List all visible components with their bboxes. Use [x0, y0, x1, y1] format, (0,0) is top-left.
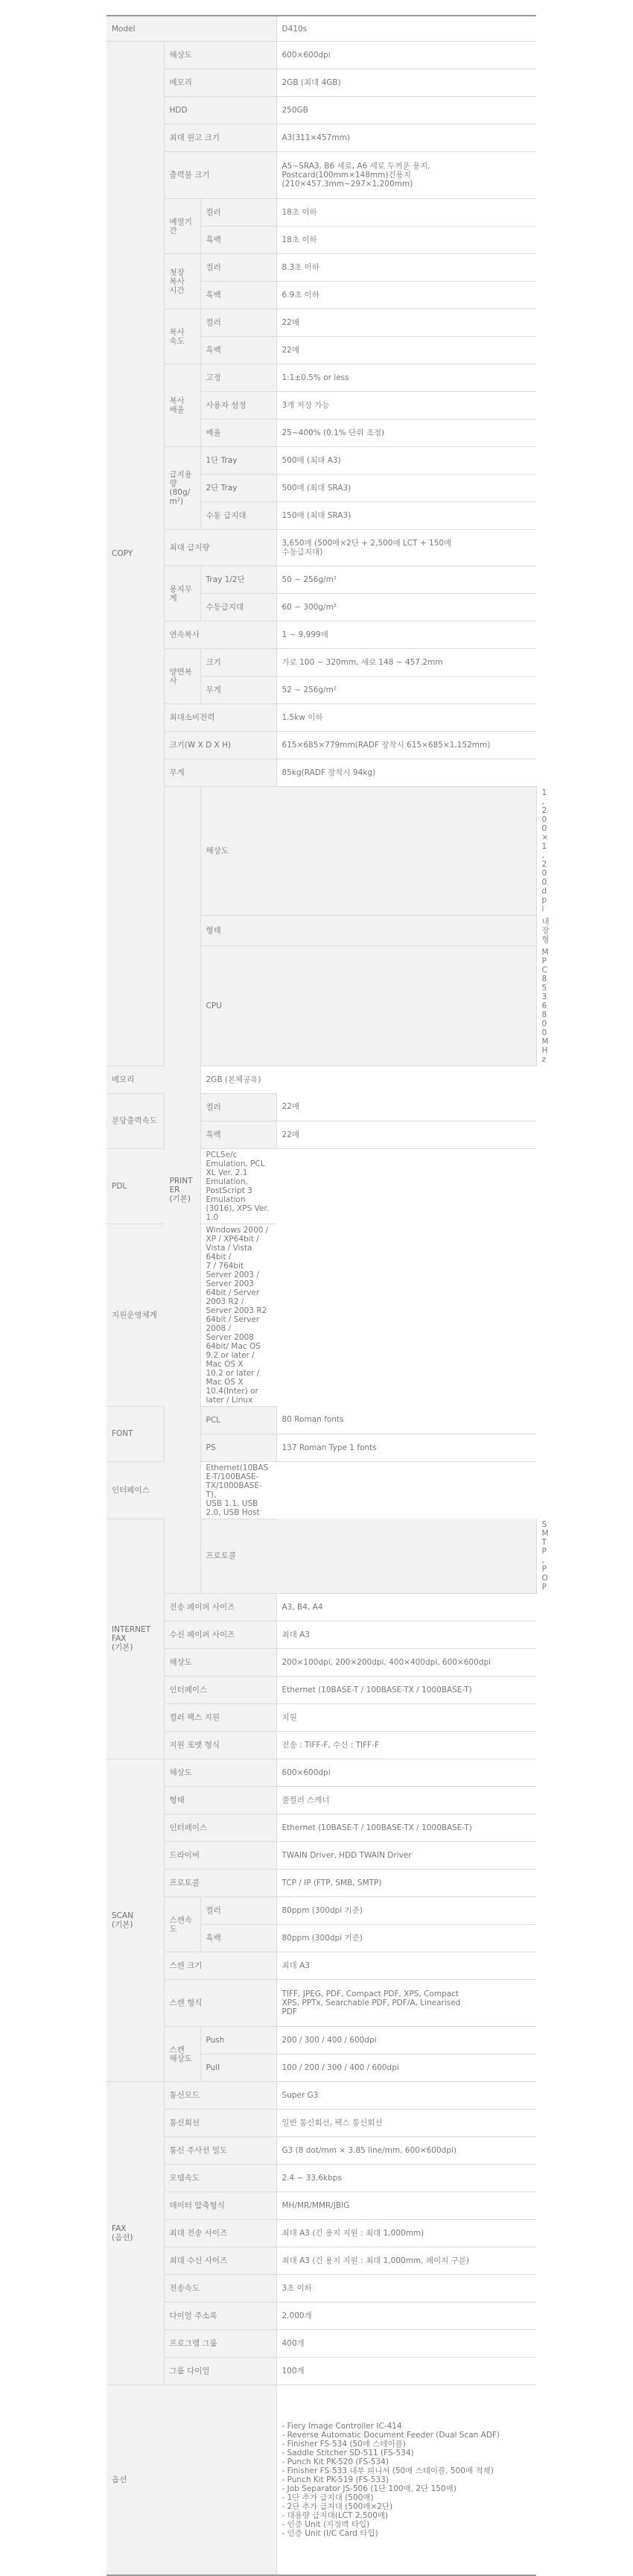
option-item: - 1단 추가 급지대 (500매): [281, 2493, 374, 2502]
spec-label: 메모리: [106, 1066, 200, 1093]
table-row: [106, 1649, 536, 1677]
spec-label: 연속복사: [164, 621, 276, 649]
option-item: - Punch Kit PK-520 (FS-534): [281, 2458, 389, 2466]
table-row: CPU MPC8536 800MHz: [106, 946, 536, 1066]
table-row: [106, 364, 536, 392]
spec-value: 500매 (최대 A3): [276, 447, 536, 475]
spec-value: 2GB (본체공유): [200, 1066, 276, 1093]
spec-label: 해상도: [200, 787, 536, 916]
spec-label: 프로토콜: [164, 1870, 276, 1897]
table-row: [106, 152, 536, 199]
table-row: [106, 1787, 536, 1814]
table-row: [106, 97, 536, 124]
spec-value: 18초 이하: [276, 227, 536, 254]
table-row: 형태 내장형: [106, 915, 536, 946]
spec-value: 200 / 300 / 400 / 600dpi: [276, 2027, 536, 2054]
spec-sublabel: 흑백: [200, 1925, 276, 1952]
spec-sublabel: Pull: [200, 2054, 276, 2082]
table-row: [106, 2220, 536, 2247]
spec-label: 인터페이스: [106, 1461, 200, 1519]
spec-label: 출력물 크기: [164, 152, 276, 199]
spec-label: 최대 급지량: [164, 530, 276, 566]
table-row: INTERNET FAX (기본) 프로토콜 SMTP, POP: [106, 1519, 536, 1594]
table-row: [106, 1759, 536, 1787]
spec-label: 무게: [164, 759, 276, 787]
option-item: - Punch Kit PK-519 (FS-533): [281, 2475, 389, 2484]
table-row: [106, 704, 536, 732]
spec-sublabel: 수동급지대: [200, 594, 276, 621]
table-row: [106, 2082, 536, 2110]
option-item: - Saddle Stitcher SD-511 (FS-534): [281, 2449, 414, 2458]
table-row: [106, 649, 536, 677]
spec-value: 22매: [276, 1093, 536, 1121]
spec-sublabel: PCL: [200, 1406, 276, 1434]
spec-label: 급지용량 (80g/m²): [164, 447, 200, 530]
spec-value: 25~400% (0.1% 단위 조정): [276, 420, 536, 447]
spec-label: 스캔 해상도: [164, 2027, 200, 2082]
spec-value: 80 Roman fonts: [276, 1406, 536, 1434]
table-row: [106, 1704, 536, 1732]
spec-label: FONT: [106, 1406, 164, 1461]
spec-value: 100 / 200 / 300 / 400 / 600dpi: [276, 2054, 536, 2082]
spec-value: 400개: [276, 2330, 536, 2358]
spec-sublabel: PS: [200, 1434, 276, 1461]
spec-label: 통신회선: [164, 2110, 276, 2137]
spec-value: A5~SRA3, B6 세로, A6 세로 두꺼운 용지, Postcard(100mm×148mm)긴용지 (210×457.3mm~297×1,200mm): [276, 152, 536, 199]
spec-value: 최대 A3 (긴 용지 지원 : 최대 1,000mm): [276, 2220, 536, 2247]
spec-label: 지원운영체계: [106, 1224, 200, 1406]
spec-value: 22매: [276, 309, 536, 337]
spec-value: 200×100dpi, 200×200dpi, 400×400dpi, 600×600dpi: [276, 1649, 536, 1677]
table-row: [106, 2110, 536, 2137]
spec-sublabel: 1단 Tray: [200, 447, 276, 475]
spec-value: 일반 통신회선, 팩스 통신회선: [276, 2110, 536, 2137]
table-row: [106, 42, 536, 69]
spec-label: 모뎀속도: [164, 2165, 276, 2192]
table-row: [106, 1980, 536, 2027]
category-copy: COPY: [106, 42, 164, 1066]
option-item: - 2단 추가 급지대 (500매×2단): [281, 2502, 393, 2511]
spec-sublabel: 사용자 설정: [200, 392, 276, 420]
spec-value: 가로 100 ~ 320mm, 세로 148 ~ 457.2mm: [276, 649, 536, 677]
spec-label: 최대 원고 크기: [164, 124, 276, 152]
spec-label: 프로토콜: [200, 1519, 536, 1594]
table-row: [106, 1066, 536, 1093]
spec-label: HDD: [164, 97, 276, 124]
option-item: - 대용량 급지대(LCT 2,500매): [281, 2511, 389, 2520]
spec-sublabel: 크기: [200, 649, 276, 677]
spec-label: 그룹 다이얼: [164, 2358, 276, 2385]
category-internet-fax: INTERNET FAX (기본): [106, 1519, 164, 1759]
spec-label: 복사 속도: [164, 309, 200, 364]
spec-label: 용지무게: [164, 566, 200, 621]
spec-value: G3 (8 dot/mm × 3.85 line/mm, 600×600dpi): [276, 2137, 536, 2165]
spec-value: 60 ~ 300g/m²: [276, 594, 536, 621]
spec-value: 80ppm (300dpi 기준): [276, 1925, 536, 1952]
table-row: [106, 732, 536, 759]
spec-label: 크기(W X D X H): [164, 732, 276, 759]
spec-label: 스캔 크기: [164, 1952, 276, 1980]
spec-label: CPU: [200, 946, 536, 1066]
spec-sublabel: 컬러: [200, 1093, 276, 1121]
spec-label: 데이터 압축형식: [164, 2192, 276, 2220]
spec-table: [106, 15, 550, 2576]
spec-label: 통신 주사선 밀도: [164, 2137, 276, 2165]
option-item: - Finisher FS-533 내부 피니셔 (50매 스테이플, 500매 적재): [281, 2466, 494, 2475]
spec-label: 컬러 팩스 지원: [164, 1704, 276, 1732]
spec-value: 615×685×779mm(RADF 장착시 615×685×1,152mm): [276, 732, 536, 759]
spec-value: 250GB: [276, 97, 536, 124]
spec-value: TWAIN Driver, HDD TWAIN Driver: [276, 1842, 536, 1870]
option-item: - Job Separator JS-506 (1단 100매, 2단 150매): [281, 2484, 457, 2493]
spec-label: 최대소비전력: [164, 704, 276, 732]
table-row: [106, 2385, 536, 2576]
spec-value: 137 Roman Type 1 fonts: [276, 1434, 536, 1461]
table-row: [106, 566, 536, 594]
options-value: [276, 2385, 536, 2576]
table-row: [106, 2165, 536, 2192]
spec-label: 예열기간: [164, 199, 200, 254]
table-row: [106, 1870, 536, 1897]
spec-value: 150매 (최대 SRA3): [276, 502, 536, 530]
table-row: [106, 2303, 536, 2330]
option-item: - Reverse Automatic Document Feeder (Dual Scan ADF): [281, 2431, 500, 2440]
spec-label: 최대 수신 사이즈: [164, 2247, 276, 2275]
spec-sublabel: Tray 1/2단: [200, 566, 276, 594]
spec-value: 전송 : TIFF-F, 수신 : TIFF-F: [276, 1732, 536, 1759]
option-item: - 인증 Unit (I/C Card 타입): [281, 2529, 378, 2538]
spec-label: 메모리: [164, 69, 276, 97]
spec-label: 통신모드: [164, 2082, 276, 2110]
spec-value: Ethernet(10BASE-T/100BASE-TX/1000BASE-T), USB 1.1, USB 2.0, USB Host: [200, 1461, 276, 1519]
spec-sublabel: 흑백: [200, 227, 276, 254]
spec-value: 85kg(RADF 장착시 94kg): [276, 759, 536, 787]
spec-value: 600×600dpi: [276, 1759, 536, 1787]
category-options: 옵션: [106, 2385, 276, 2576]
spec-label: 해상도: [164, 1759, 276, 1787]
table-row: [106, 1897, 536, 1925]
table-row: [106, 2247, 536, 2275]
spec-value: TIFF, JPEG, PDF, Compact PDF, XPS, Compact XPS, PPTx, Searchable PDF, PDF/A, Linearised PDF: [276, 1980, 536, 2027]
table-row: [106, 254, 536, 282]
spec-value: 500매 (최대 SRA3): [276, 475, 536, 502]
spec-label: 스캔속도: [164, 1897, 200, 1952]
spec-sublabel: 흑백: [200, 282, 276, 309]
table-row: [106, 1952, 536, 1980]
spec-label: 전송 페이퍼 사이즈: [164, 1594, 276, 1621]
option-item: - Finisher FS-534 (50매 스테이플): [281, 2440, 406, 2449]
table-row: [106, 2137, 536, 2165]
spec-label: 첫장 복사 시간: [164, 254, 200, 309]
spec-value: 최대 A3: [276, 1621, 536, 1649]
options-list: [282, 2422, 532, 2538]
spec-label: 수신 페이퍼 사이즈: [164, 1621, 276, 1649]
spec-label: 드라이버: [164, 1842, 276, 1870]
option-item: - 인증 Unit (지정맥 타입): [281, 2520, 370, 2529]
table-row: [106, 199, 536, 227]
table-row: [106, 530, 536, 566]
spec-value: 18초 이하: [276, 199, 536, 227]
table-row: [106, 1842, 536, 1870]
table-row: [106, 2275, 536, 2303]
spec-sublabel: 수동 급지대: [200, 502, 276, 530]
spec-value: 100개: [276, 2358, 536, 2385]
spec-label: 전송속도: [164, 2275, 276, 2303]
spec-value: 600×600dpi: [276, 42, 536, 69]
table-row: [106, 1461, 536, 1519]
spec-label: 다이얼 주소록: [164, 2303, 276, 2330]
spec-label: 양면복사: [164, 649, 200, 704]
spec-value: 1 ~ 9,999매: [276, 621, 536, 649]
spec-sublabel: 흑백: [200, 1121, 276, 1148]
table-row: [106, 69, 536, 97]
category-fax: FAX (옵션): [106, 2082, 164, 2385]
table-row: [106, 2192, 536, 2220]
spec-value: 2,000개: [276, 2303, 536, 2330]
spec-sublabel: 배율: [200, 420, 276, 447]
spec-label: 지원 포맷 형식: [164, 1732, 276, 1759]
table-row: [106, 1621, 536, 1649]
spec-label: 인터페이스: [164, 1677, 276, 1704]
table-row: PRINTER (기본) 해상도 1,200×1,200dpi: [106, 787, 536, 916]
spec-sublabel: 고정: [200, 364, 276, 392]
spec-label: 분당출력속도: [106, 1093, 164, 1148]
spec-value: Windows 2000 / XP / XP64bit / Vista / Vista 64bit / 7 / 764bit Server 2003 / Server 2003 64bit / Server 2003 R2 / Server 2003 R2 64bit / Server 2008 / Server 2008 64bit/ Mac OS 9.2 or later / Mac OS X 10.2 or later / Mac OS X 10.4(Inter) or later / Linux: [200, 1224, 276, 1406]
spec-value: 1.5kw 이하: [276, 704, 536, 732]
spec-label: 최대 전송 사이즈: [164, 2220, 276, 2247]
spec-value: PCL5e/c Emulation, PCL XL Ver. 2.1 Emulation, PostScript 3 Emulation (3016), XPS Ver. 1.0: [200, 1148, 276, 1224]
spec-value: 2.4 ~ 33.6kbps: [276, 2165, 536, 2192]
table-row: [106, 621, 536, 649]
spec-sublabel: 컬러: [200, 309, 276, 337]
spec-value: 6.9초 이하: [276, 282, 536, 309]
table-row: [106, 16, 536, 42]
spec-label: 스캔 형식: [164, 1980, 276, 2027]
spec-value: A3(311×457mm): [276, 124, 536, 152]
table-row: [106, 759, 536, 787]
spec-value: 8.3초 이하: [276, 254, 536, 282]
spec-value: Super G3: [276, 2082, 536, 2110]
spec-label: PDL: [106, 1148, 200, 1224]
table-row: [106, 1224, 536, 1406]
spec-sublabel: 컬러: [200, 1897, 276, 1925]
spec-value: 22매: [276, 1121, 536, 1148]
spec-value: 3초 이하: [276, 2275, 536, 2303]
spec-label: 해상도: [164, 42, 276, 69]
table-row: [106, 1677, 536, 1704]
table-row: [106, 1814, 536, 1842]
spec-label: 형태: [164, 1787, 276, 1814]
spec-value: 3개 저장 가능: [276, 392, 536, 420]
spec-value: 22매: [276, 337, 536, 364]
table-row: [106, 1594, 536, 1621]
table-row: [106, 447, 536, 475]
spec-value: A3, B4, A4: [276, 1594, 536, 1621]
spec-value: 1:1±0.5% or less: [276, 364, 536, 392]
spec-value: MH/MR/MMR/JBIG: [276, 2192, 536, 2220]
spec-value: 80ppm (300dpi 기준): [276, 1897, 536, 1925]
spec-sublabel: 2단 Tray: [200, 475, 276, 502]
spec-label: 복사 배율: [164, 364, 200, 447]
table-row: [106, 1732, 536, 1759]
category-scan: SCAN (기본): [106, 1759, 164, 2082]
spec-value: 지원: [276, 1704, 536, 1732]
spec-sublabel: 흑백: [200, 337, 276, 364]
table-row: [106, 2027, 536, 2054]
spec-label: 해상도: [164, 1649, 276, 1677]
spec-value: 52 ~ 256g/m²: [276, 677, 536, 704]
spec-sublabel: 컬러: [200, 199, 276, 227]
spec-sublabel: Push: [200, 2027, 276, 2054]
spec-sublabel: 무게: [200, 677, 276, 704]
option-item: - Fiery Image Controller IC-414: [281, 2422, 402, 2431]
table-row: [106, 2358, 536, 2385]
spec-value: TCP / IP (FTP, SMB, SMTP): [276, 1870, 536, 1897]
spec-value: 최대 A3: [276, 1952, 536, 1980]
spec-value: Ethernet (10BASE-T / 100BASE-TX / 1000BASE-T): [276, 1814, 536, 1842]
spec-value: 3,650매 (500매×2단 + 2,500매 LCT + 150매 수동급지대): [276, 530, 536, 566]
table-row: [106, 309, 536, 337]
spec-value: 최대 A3 (긴 용지 지원 : 최대 1,000mm, 페이지 구분): [276, 2247, 536, 2275]
spec-value: 풀컬러 스캐너: [276, 1787, 536, 1814]
spec-label: 인터페이스: [164, 1814, 276, 1842]
model-value: D410s: [276, 16, 536, 42]
spec-sublabel: 컬러: [200, 254, 276, 282]
spec-label: 형태: [200, 915, 536, 946]
category-printer: PRINTER (기본): [164, 787, 200, 1594]
spec-label: 프로그램 그룹: [164, 2330, 276, 2358]
spec-value: 50 ~ 256g/m²: [276, 566, 536, 594]
spec-value: Ethernet (10BASE-T / 100BASE-TX / 1000BASE-T): [276, 1677, 536, 1704]
table-row: [106, 124, 536, 152]
model-label: Model: [106, 16, 276, 42]
spec-value: 2GB (최대 4GB): [276, 69, 536, 97]
table-row: [106, 2330, 536, 2358]
